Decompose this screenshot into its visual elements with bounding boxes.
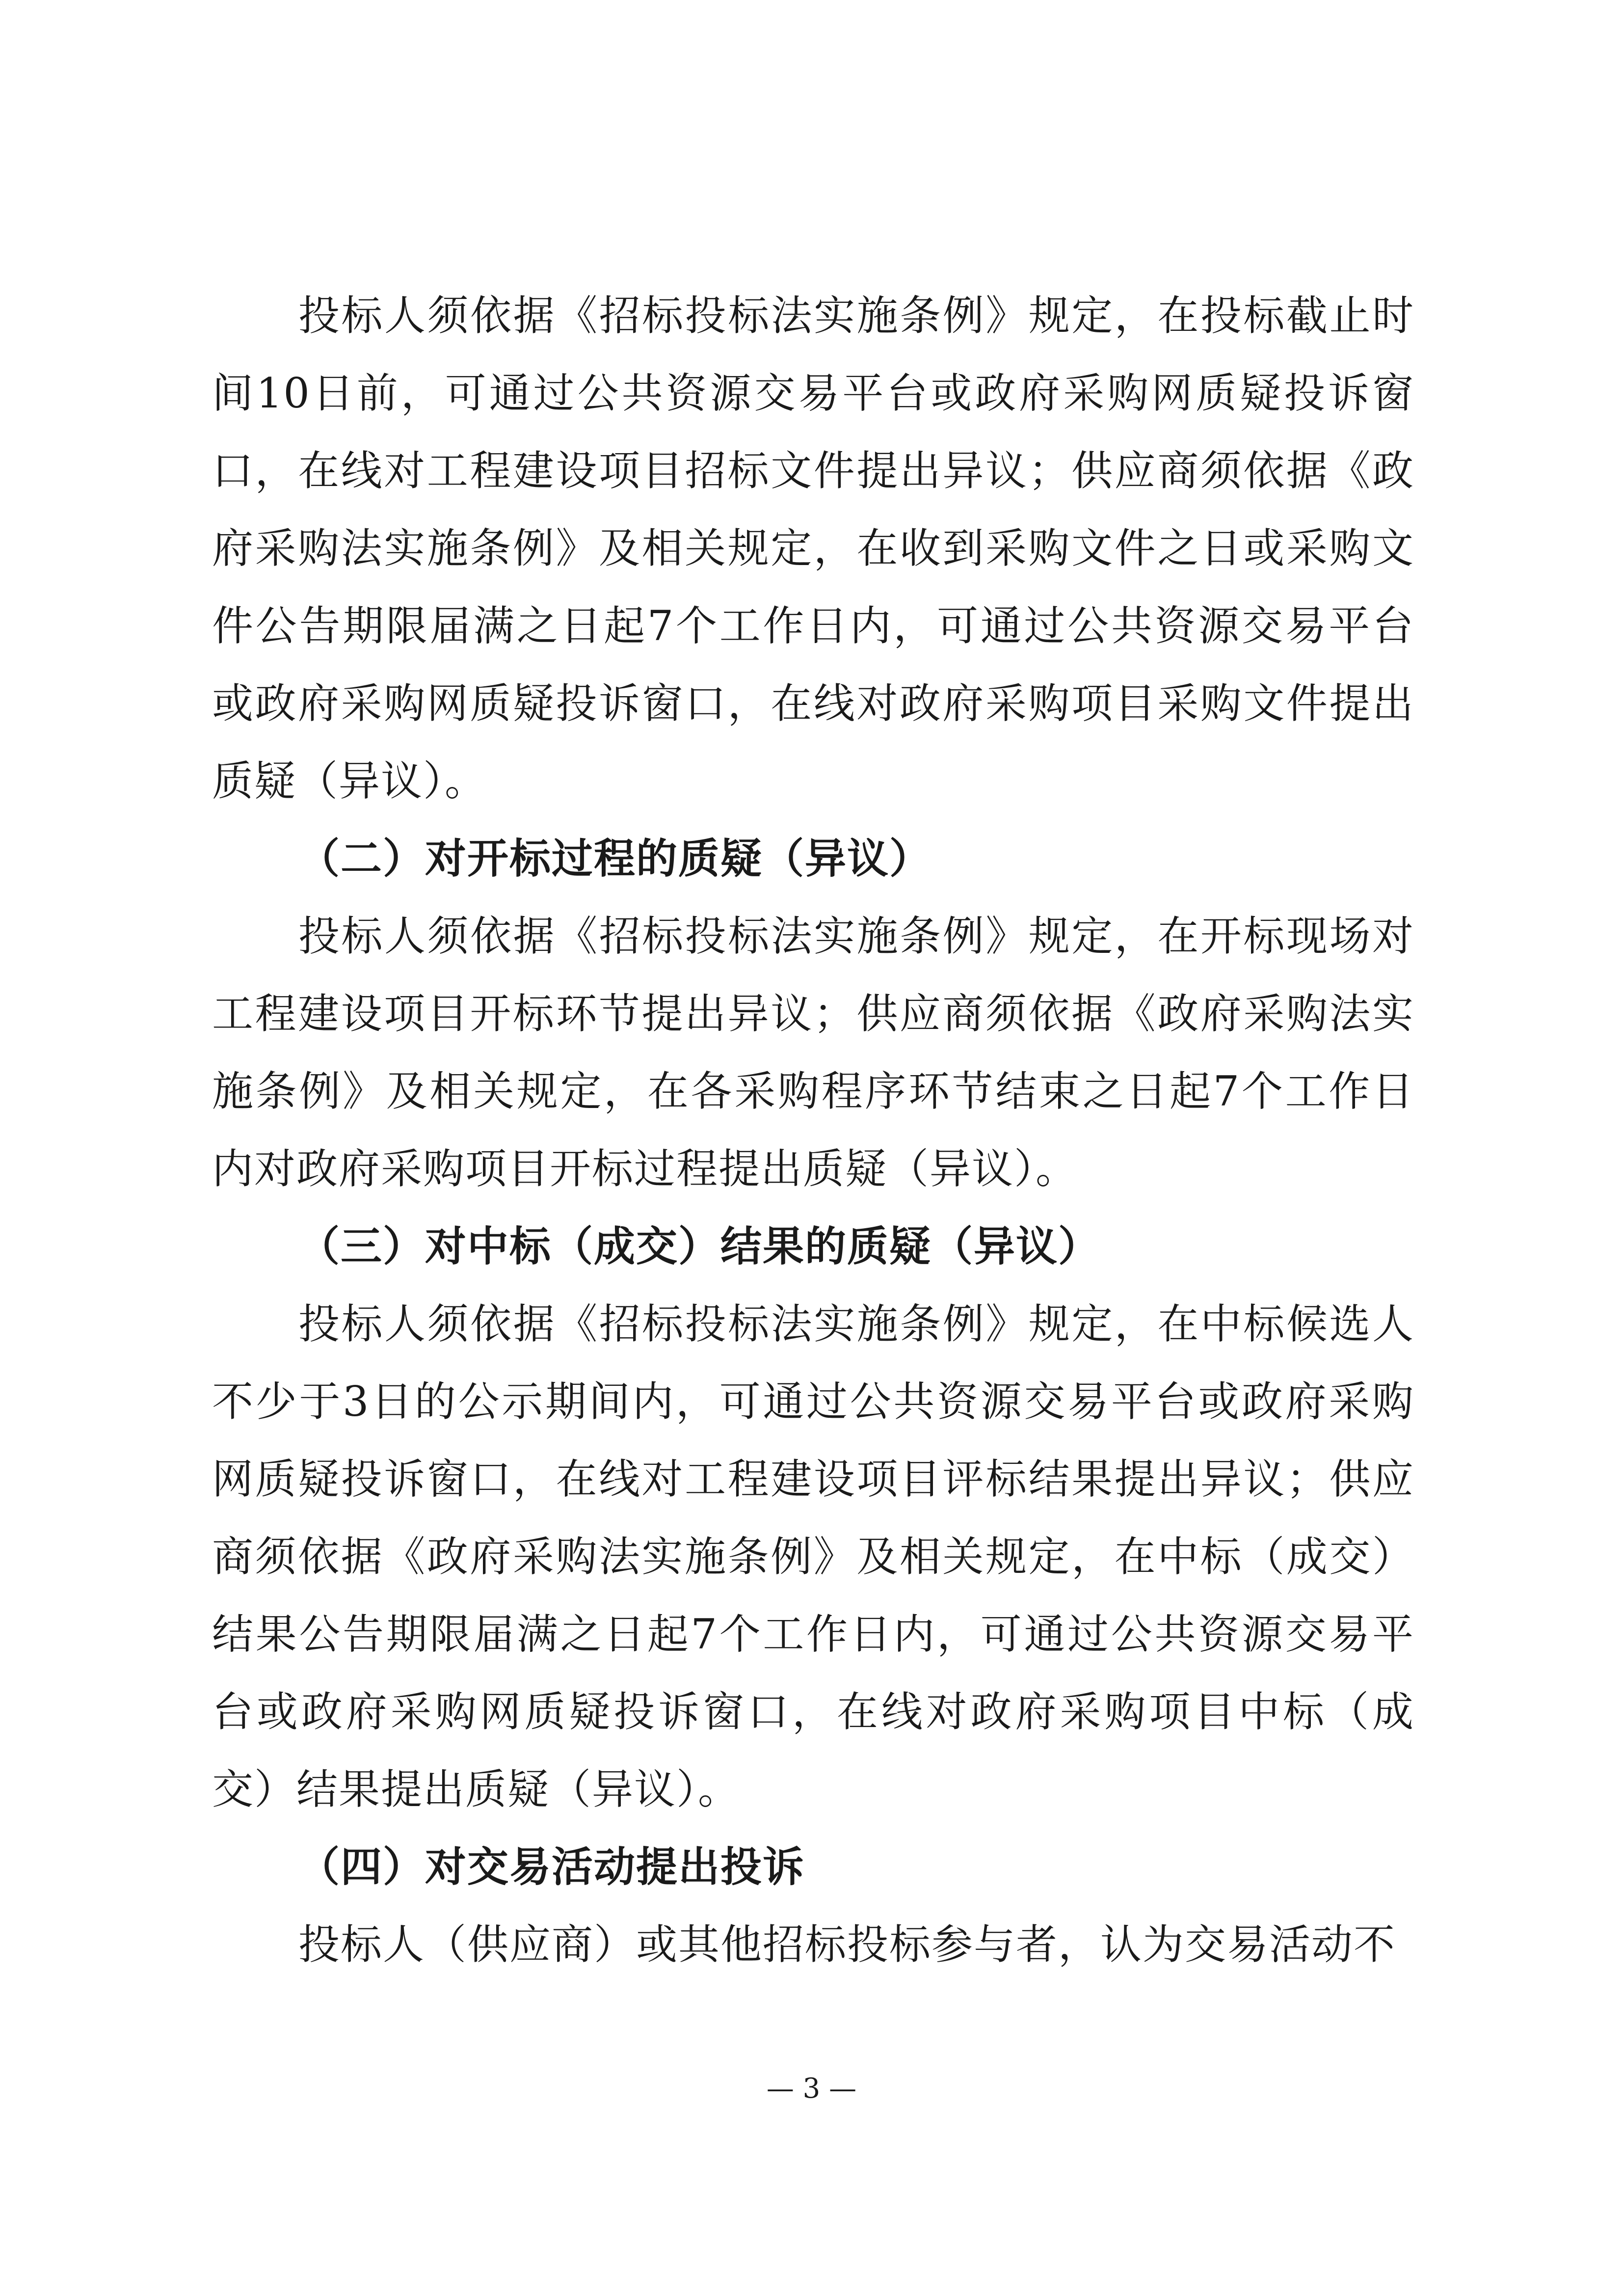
paragraph-bid-opening-objection: 投标人须依据《招标投标法实施条例》规定，在开标现场对工程建设项目开标环节提出异议；供应商须依据《政府采购法实施条例》及相关规定，在各采购程序环节结束之日起7个工作日内对政府采购项目开标过程提出质疑（异议）。	[212, 912, 1414, 1193]
heading-trading-complaint: （四）对交易活动提出投诉	[298, 1843, 805, 1891]
page-number: — 3 —	[766, 2073, 857, 2105]
document-body	[212, 277, 1414, 1983]
heading-bid-opening-objection: （二）对开标过程的质疑（异议）	[298, 835, 932, 883]
paragraph-trading-complaint: 投标人（供应商）或其他招标投标参与者，认为交易活动不	[298, 1920, 1396, 1969]
paragraph-award-result-objection: 投标人须依据《招标投标法实施条例》规定，在中标候选人不少于3日的公示期间内，可通过公共资源交易平台或政府采购网质疑投诉窗口，在线对工程建设项目评标结果提出异议；供应商须依据《政府采购法实施条例》及相关规定，在中标（成交）结果公告期限届满之日起7个工作日内，可通过公共资源交易平台或政府采购网质疑投诉窗口，在线对政府采购项目中标（成交）结果提出质疑（异议）。	[212, 1300, 1414, 1813]
heading-award-result-objection: （三）对中标（成交）结果的质疑（异议）	[298, 1222, 1101, 1270]
paragraph-bid-document-objection: 投标人须依据《招标投标法实施条例》规定，在投标截止时间10日前，可通过公共资源交易平台或政府采购网质疑投诉窗口，在线对工程建设项目招标文件提出异议；供应商须依据《政府采购法实施条例》及相关规定，在收到采购文件之日或采购文件公告期限届满之日起7个工作日内，可通过公共资源交易平台或政府采购网质疑投诉窗口，在线对政府采购项目采购文件提出质疑（异议）。	[212, 292, 1414, 805]
